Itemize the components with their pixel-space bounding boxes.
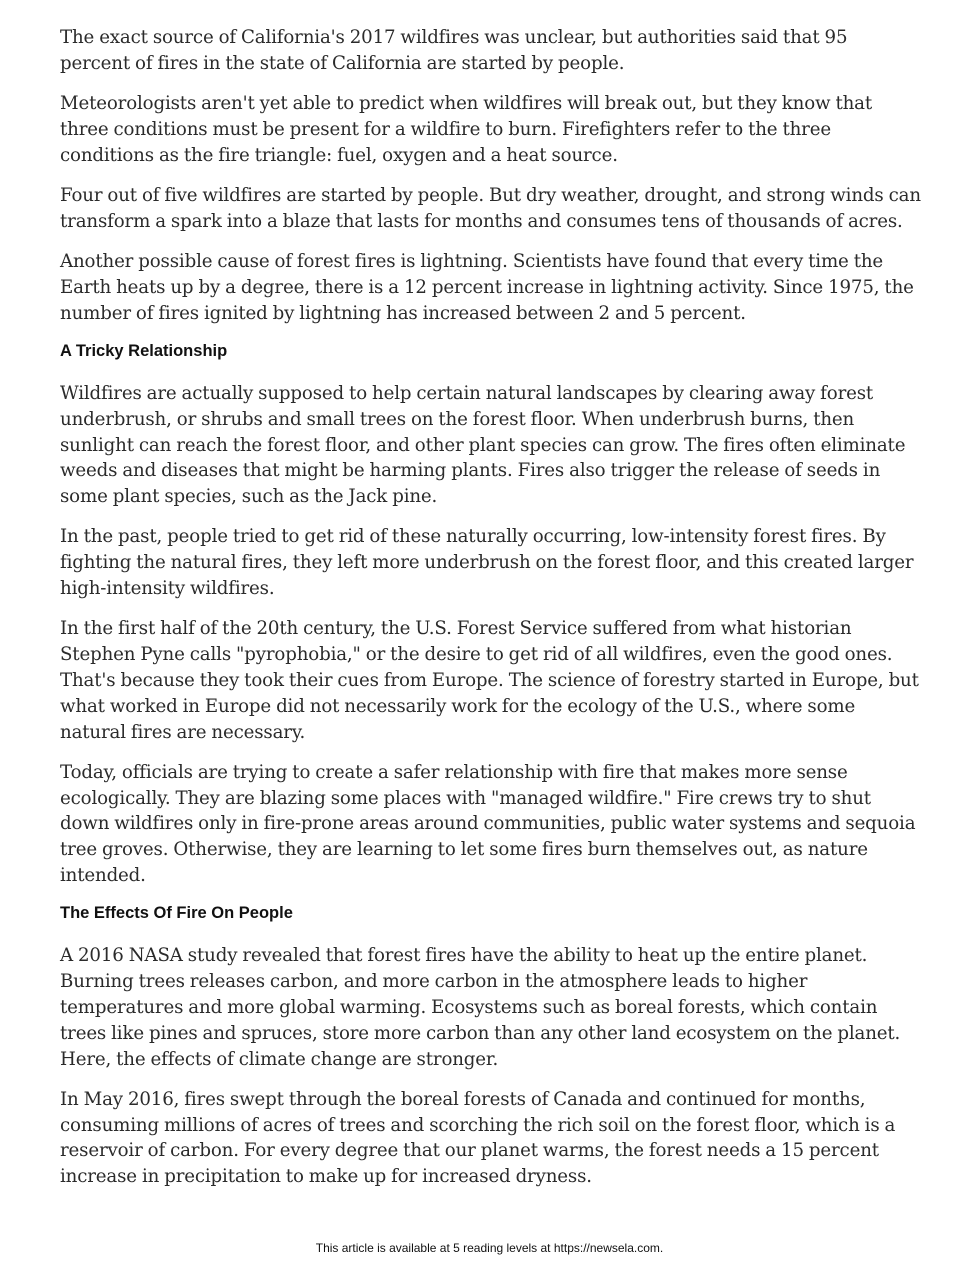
article-body [60,25,922,1204]
article-paragraph: Wildfires are actually supposed to help certain natural landscapes by clearing away forest underbrush, or shrubs and small trees on the forest floor. When underbrush burns, then sunlight can reach the forest floor, and other plant species can grow. The fires often eliminate weeds and diseases that might be harming plants. Fires also trigger the release of seeds in some plant species, such as the Jack pine. [60,382,906,508]
article-paragraph: The exact source of California's 2017 wildfires was unclear, but authorities said that 95 percent of fires in the state of California are started by people. [60,27,848,74]
article-paragraph: Another possible cause of forest fires is lightning. Scientists have found that every time the Earth heats up by a degree, there is a 12 percent increase in lightning activity. Since 1975, the number of fires ignited by lightning has increased between 2 and 5 percent. [60,251,914,324]
section-heading: A Tricky Relationship [60,341,228,360]
page-footer: This article is available at 5 reading levels at https://newsela.com. [315,1241,664,1255]
article-paragraph: Today, officials are trying to create a safer relationship with fire that makes more sense ecologically. They are blazing some places with "managed wildfire." Fire crews try to shut down wildfires only in fire-prone areas around communities, public water systems and sequoia tree groves. Otherwise, they are learning to let some fires burn themselves out, as nature intended. [60,761,916,887]
article-paragraph: Meteorologists aren't yet able to predict when wildfires will break out, but they know that three conditions must be present for a wildfire to burn. Firefighters refer to the three conditions as the fire triangle: fuel, oxygen and a heat source. [60,93,873,166]
article-paragraph: In May 2016, fires swept through the boreal forests of Canada and continued for months, consuming millions of acres of trees and scorching the rich soil on the forest floor, which is a reservoir of carbon. For every degree that our planet warms, the forest needs a 15 percent increase in precipitation to make up for increased dryness. [60,1088,896,1188]
article-paragraph: In the first half of the 20th century, the U.S. Forest Service suffered from what historian Stephen Pyne calls "pyrophobia," or the desire to get rid of all wildfires, even the good ones. That's because they took their cues from Europe. The science of forestry started in Europe, but what worked in Europe did not necessarily work for the ecology of the U.S., where some natural fires are necessary. [60,618,919,743]
article-paragraph: In the past, people tried to get rid of these naturally occurring, low-intensity forest fires. By fighting the natural fires, they left more underbrush on the forest floor, and this created larger high-intensity wildfires. [60,526,914,600]
article-paragraph: A 2016 NASA study revealed that forest fires have the ability to heat up the entire planet. Burning trees releases carbon, and more carbon in the atmosphere leads to higher temperatures and more global warming. Ecosystems such as boreal forests, which contain trees like pines and spruces, store more carbon than any other land ecosystem on the planet. Here, the effects of climate change are stronger. [60,945,901,1070]
section-heading: The Effects Of Fire On People [60,904,293,923]
article-paragraph: Four out of five wildfires are started by people. But dry weather, drought, and strong winds can transform a spark into a blaze that lasts for months and consumes tens of thousands of acres. [60,184,921,232]
